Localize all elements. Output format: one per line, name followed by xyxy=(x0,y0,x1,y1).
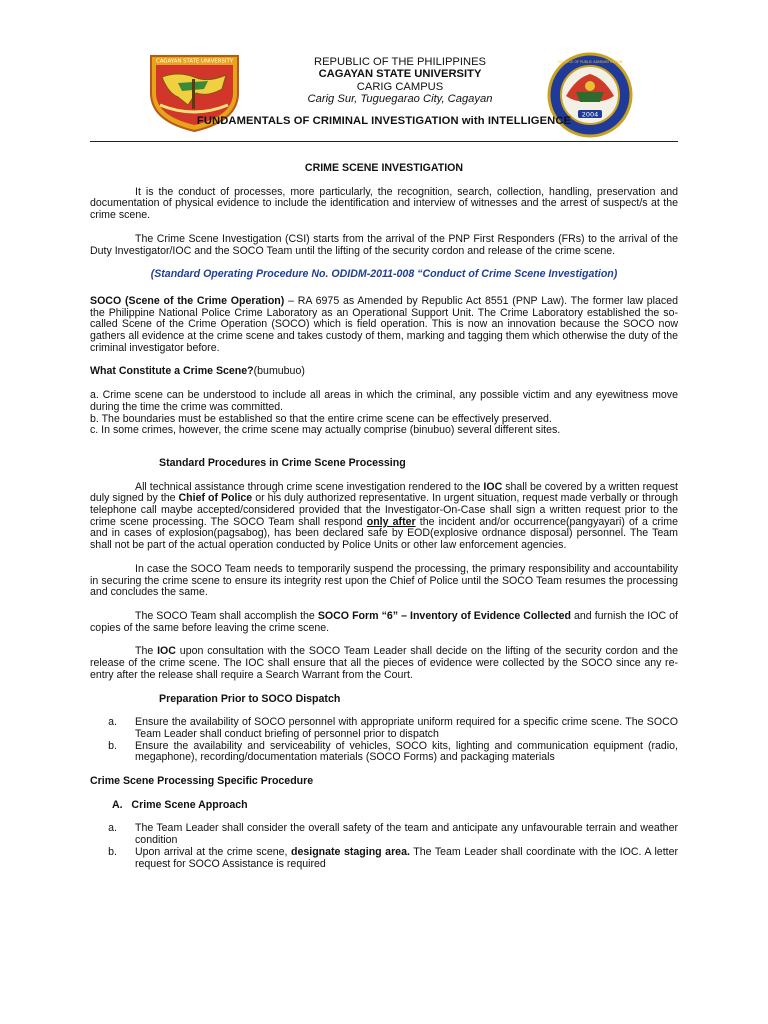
letterhead xyxy=(190,56,610,106)
svg-text:CAGAYAN STATE UNIVERSITY: CAGAYAN STATE UNIVERSITY xyxy=(155,58,234,65)
question-text: What Constitute a Crime Scene? xyxy=(90,365,254,378)
list-item: b. The boundaries must be established so that the entire crime scene can be effectively preserved. xyxy=(90,412,552,425)
list-item: b. Ensure the availability and serviceability of vehicles, SOCO kits, lighting and communication equipment (radio, megaphone), recording/documentation materials (SOCO Forms) and packaging materials xyxy=(108,739,678,764)
paragraph-soco xyxy=(90,296,678,355)
list-item: c. In some crimes, however, the crime scene may actually comprise (binubuo) several different sites. xyxy=(90,424,561,437)
soco-definition: – RA 6975 as Amended by Republic Act 8551 (PNP Law). The former law placed the Philippine National Police Crime Laboratory as an Operational Support Unit. The Crime Laboratory established the so-called Scene of the Crime Operation (SOCO) which is field operation. This is now an innovation because the SOCO now gathers all evidence at the crime scene and takes custody of them, marking and tagging them which otherwise the duty of the criminal investigator before. xyxy=(90,294,678,354)
paragraph-csi-scope: The Crime Scene Investigation (CSI) starts from the arrival of the PNP First Responders (FRs) to the arrival of the Duty Investigator/IOC and the SOCO Team until the lifting of the security cordon and release of the crime scene. xyxy=(90,232,678,257)
section-heading-preparation: Preparation Prior to SOCO Dispatch xyxy=(159,692,341,705)
paragraph-technical-assistance: All technical assistance through crime scene investigation rendered to the IOC shall be covered by a written request duly signed by the Chief of Police or his duly authorized representative. In urgent situation, request made verbally or through telephone call maybe accepted/considered provided that the Investigator-On-Case shall sign a written request prior to the crime scene processing. The SOCO Team shall respond only after the incident and/or occurrence(pangyayari) of a crime and in cases of explosion(pagsabog), has been declared safe by EOD(explosive ordnance disposal) personnel. The Team shall not be part of the actual operation conducted by Police Units or other law enforcement agencies. xyxy=(90,480,679,552)
document-body xyxy=(90,163,678,870)
letterhead-campus: CARIG CAMPUS xyxy=(356,80,444,93)
paragraph-lifting-cordon: The IOC upon consultation with the SOCO Team Leader shall decide on the lifting of the security cordon and the release of the crime scene. The IOC shall ensure that all the pieces of evidence were collected by the SOCO since any re-entry after the release shall require a Search Warrant from the Court. xyxy=(90,645,678,681)
question-note: (bumubuo) xyxy=(253,365,305,378)
paragraph-soco-form: The SOCO Team shall accomplish the SOCO Form “6” – Inventory of Evidence Collected and furnish the IOC of copies of the same before leaving the crime scene. xyxy=(90,609,678,634)
section-heading-standard-procedures: Standard Procedures in Crime Scene Processing xyxy=(159,456,406,469)
header-divider xyxy=(90,141,678,142)
course-title: FUNDAMENTALS OF CRIMINAL INVESTIGATION with INTELLIGENCE xyxy=(196,115,572,127)
list-item: a. Crime scene can be understood to include all areas in which the criminal, any possible victim and any eyewitness move during the time the crime was committed. xyxy=(90,389,678,413)
sop-reference: (Standard Operating Procedure No. ODIDM-2011-008 “Conduct of Crime Scene Investigation) xyxy=(150,268,618,281)
subsection-heading-approach: A. Crime Scene Approach xyxy=(112,798,248,811)
soco-term: SOCO (Scene of the Crime Operation) xyxy=(90,294,285,307)
list-item: a. Ensure the availability of SOCO personnel with appropriate uniform required for a specific crime scene. The SOCO Team Leader shall conduct briefing of personnel prior to dispatch xyxy=(108,716,678,740)
list-item: b. Upon arrival at the crime scene, designate staging area. The Team Leader shall coordinate with the IOC. A letter request for SOCO Assistance is required xyxy=(108,845,679,870)
letterhead-university: CAGAYAN STATE UNIVERSITY xyxy=(318,68,482,81)
section-heading-specific-procedure: Crime Scene Processing Specific Procedure xyxy=(90,775,314,788)
svg-text:2004: 2004 xyxy=(581,110,599,119)
letterhead-country: REPUBLIC OF THE PHILIPPINES xyxy=(313,56,486,68)
list-item: a. The Team Leader shall consider the overall safety of the team and anticipate any unfavourable terrain and weather condition xyxy=(108,822,678,847)
paragraph-definition: It is the conduct of processes, more particularly, the recognition, search, collection, handling, preservation and documentation of physical evidence to include the identification and interview of witnesses and the arrest of suspect/s at the crime scene. xyxy=(90,185,678,222)
svg-text:COLLEGE OF PUBLIC ADMINISTRATI: COLLEGE OF PUBLIC ADMINISTRATION xyxy=(557,60,623,64)
page-title: CRIME SCENE INVESTIGATION xyxy=(304,162,464,174)
crime-scene-question xyxy=(90,366,678,378)
paragraph-suspend-processing: In case the SOCO Team needs to temporarily suspend the processing, the primary responsibility and accountability in securing the crime scene to ensure its integrity rest upon the Chief of Police until the SOCO Team resumes the processing and concludes the same. xyxy=(90,562,678,599)
letterhead-address: Carig Sur, Tuguegarao City, Cagayan xyxy=(307,93,493,106)
